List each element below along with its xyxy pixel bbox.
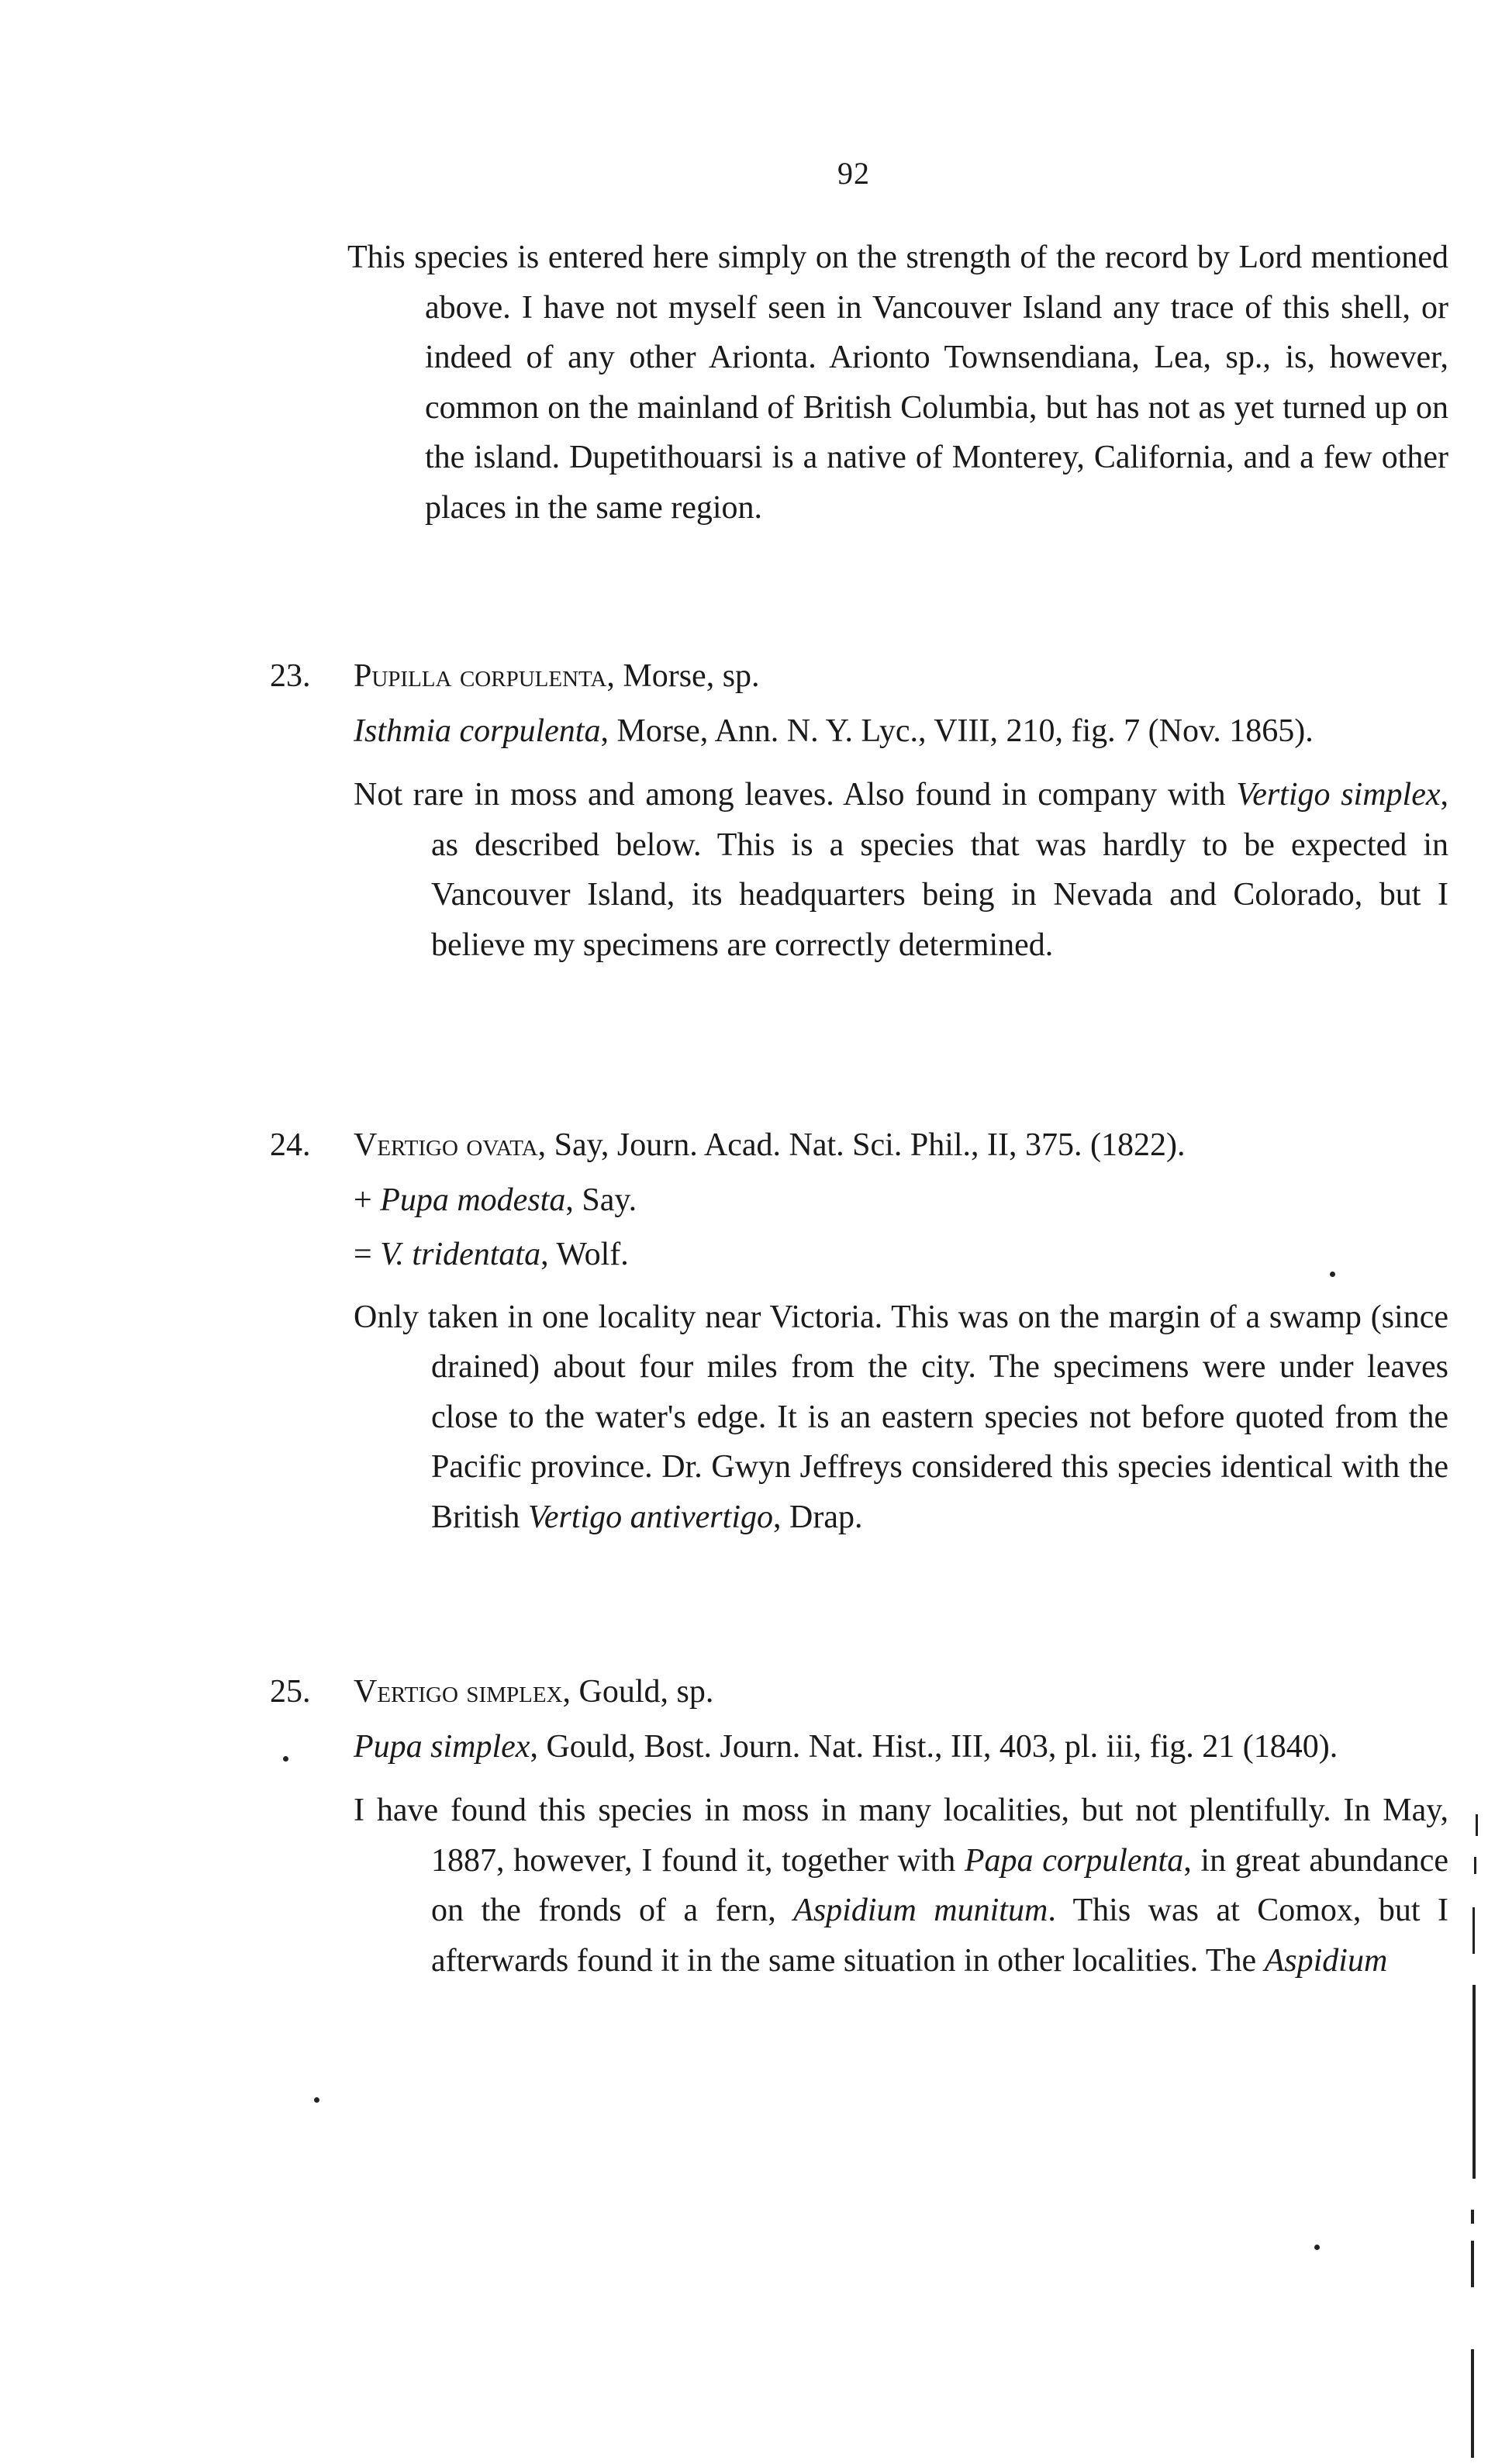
entry-25-name: Vertigo simplex xyxy=(354,1674,563,1710)
scan-speck xyxy=(1314,2245,1320,2250)
entry-24-paragraph-ital: Vertigo antivertigo xyxy=(527,1499,773,1535)
entry-24-synonym-2 xyxy=(354,1230,1448,1280)
entry-24-paragraph-lead: Only taken in one locality near Victoria. This was on the margin of a swamp (since drained) about four miles from the city. The specimens were under leaves close to the water's edge. It is an eastern species not before quoted from the Pacific province. Dr. Gwyn Jeffreys considered this species identical with the British xyxy=(354,1299,1448,1535)
entry-23-heading xyxy=(270,651,1448,702)
entry-23-authority: , Morse, sp. xyxy=(606,658,760,694)
entry-25-paragraph xyxy=(354,1786,1448,1986)
scan-edge-mark xyxy=(1471,2349,1474,2458)
entry-25-paragraph-ital: Papa corpulenta xyxy=(964,1842,1184,1879)
entry-23-synonym xyxy=(354,706,1448,757)
entry-24-name: Vertigo ovata xyxy=(354,1127,538,1163)
entry-23-paragraph-ital: Vertigo simplex xyxy=(1236,777,1441,813)
entry-23-synonym-name: Isthmia corpulenta xyxy=(354,713,601,749)
scan-edge-mark xyxy=(1474,1857,1476,1874)
entry-23-number: 23. xyxy=(270,658,311,694)
entry-24-synonym-1-name: Pupa modesta xyxy=(380,1182,566,1218)
entry-24 xyxy=(270,1120,1448,1542)
scan-speck xyxy=(1330,1272,1335,1277)
entry-25-synonym-ref: , Gould, Bost. Journ. Nat. Hist., III, 403, pl. iii, fig. 21 (1840). xyxy=(530,1728,1338,1765)
page-number: 92 xyxy=(837,156,870,191)
scan-edge-mark xyxy=(1476,1814,1478,1836)
entry-24-number: 24. xyxy=(270,1127,311,1163)
intro-paragraph: This species is entered here simply on the strength of the record by Lord mentioned above. I have not myself seen in Vancouver Island any trace of this shell, or indeed of any other Arionta. Arionto Townsendiana, Lea, sp., is, however, common on the mainland of British Columbia, but has not as yet turned up on the island. Dupetithouarsi is a native of Monterey, California, and a few other places in the same region. xyxy=(347,240,1448,526)
entry-24-heading xyxy=(270,1120,1448,1171)
entry-24-authority: , Say, Journ. Acad. Nat. Sci. Phil., II, 375. (1822). xyxy=(537,1127,1186,1163)
entry-24-synonym-2-prefix: = xyxy=(354,1237,381,1272)
entry-24-paragraph xyxy=(354,1292,1448,1543)
scan-edge-mark xyxy=(1471,2241,1474,2287)
scan-speck xyxy=(283,1756,288,1762)
entry-25 xyxy=(270,1667,1448,1986)
entry-24-paragraph-tail: , Drap. xyxy=(773,1499,863,1535)
entry-23-name: Pupilla corpulenta xyxy=(354,658,607,694)
entry-25-paragraph-tail: . This was at Comox, but I afterwards found it in the same situation in other localities. The xyxy=(431,1893,1448,1979)
scan-edge-mark xyxy=(1472,1985,1476,2179)
entry-23-paragraph-tail: , as described below. This is a species that was hardly to be expected in Vancouver Island, its headquarters being in Nevada and Colorado, but I believe my specimens are correctly determined. xyxy=(431,777,1448,963)
scan-edge-mark xyxy=(1471,2210,1474,2224)
entry-25-synonym xyxy=(354,1722,1448,1772)
entry-24-synonym-1 xyxy=(354,1175,1448,1226)
entry-24-synonym-2-name: V. tridentata xyxy=(380,1237,541,1272)
scan-edge-mark xyxy=(1472,1907,1475,1954)
entry-24-synonym-1-ref: , Say. xyxy=(565,1182,637,1218)
entry-25-authority: , Gould, sp. xyxy=(562,1674,714,1710)
entry-23 xyxy=(270,651,1448,970)
entry-25-paragraph-ital2: Aspidium munitum xyxy=(793,1893,1048,1928)
entry-25-paragraph-lead: I have found this species in moss in many localities, but not plentifully. In May, 1887, however, I found it, together with xyxy=(354,1793,1448,1879)
intro-section xyxy=(347,233,1448,533)
scan-speck xyxy=(314,2097,319,2103)
entry-25-synonym-name: Pupa simplex xyxy=(354,1728,530,1765)
entry-25-number: 25. xyxy=(270,1674,311,1710)
entry-24-synonym-2-ref: , Wolf. xyxy=(540,1237,629,1272)
entry-25-paragraph-ital3: Aspidium xyxy=(1264,1942,1388,1979)
entry-23-synonym-ref: , Morse, Ann. N. Y. Lyc., VIII, 210, fig. 7 (Nov. 1865). xyxy=(600,713,1314,749)
entry-25-paragraph-mid: , in great abundance on the fronds of a fern, xyxy=(431,1842,1448,1928)
entry-23-paragraph xyxy=(354,770,1448,970)
entry-23-paragraph-lead: Not rare in moss and among leaves. Also found in company with xyxy=(354,777,1237,813)
entry-25-heading xyxy=(270,1667,1448,1717)
entry-24-synonym-1-prefix: + xyxy=(354,1182,381,1218)
